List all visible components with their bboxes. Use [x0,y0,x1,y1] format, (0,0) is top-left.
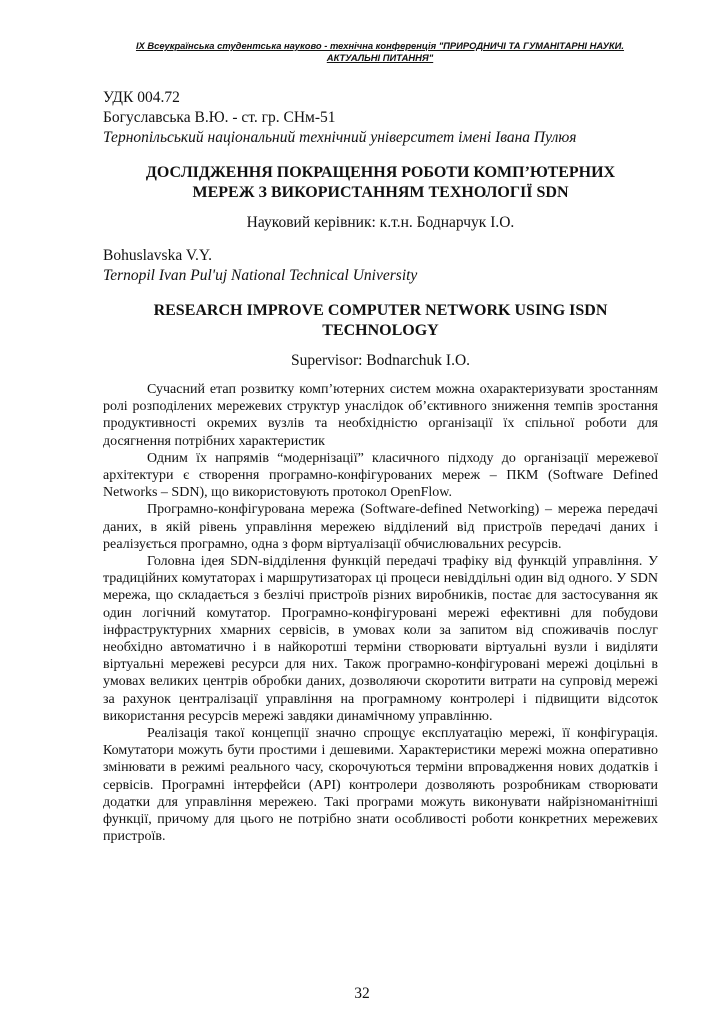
en-title-line1: RESEARCH IMPROVE COMPUTER NETWORK USING ISDN [153,302,608,319]
en-supervisor: Supervisor: Bodnarchuk I.O. [290,352,471,369]
en-affiliation: Ternopil Ivan Pul'uj National Technical University [103,267,418,284]
paragraph: Програмно-конфігурована мережа (Software-defined Networking) – мережа передачі даних, в якій рівень управління мережею відділений від пристроїв передачі даних і реалізується програмно, одна з форм віртуалізації обчислювальних ресурсів. [103,502,658,552]
paragraph: Сучасний етап розвитку комп’ютерних систем можна охарактеризувати зростанням ролі розподілених мережевих структур унаслідок об’єктивного зниження темпів зростання продуктивності окремих вузлів та необхідністю організації їх спільної роботи для досягнення потрібних характеристик [103,382,658,449]
en-author: Bohuslavska V.Y. [103,247,212,264]
en-title-line2: TECHNOLOGY [322,322,439,339]
ua-metadata [103,88,658,148]
paragraph: Головна ідея SDN-відділення функцій передачі трафіку від функцій управління. У традиційних комутаторах і маршрутизаторах ці процеси невіддільні один від одного. У SDN мережа, що складається з безлічі пристроїв різних виробників, постає для застосування як один логічний комутатор. Програмно-конфігуровані мережі ефективні для побудови інфраструктурних хмарних сервісів, в умовах коли за запитом від споживачів послуг необхідно автоматично і в найкоротші терміни створювати віртуальні вузли і виділяти віртуальні мережеві ресурси для них. Також програмно-конфігуровані мережі доцільні в умовах великих центрів обробки даних, дозволяючи скоротити витрати на супровід мережі за рахунок централізації управління на програмному контролері і підвищити відсоток використання ресурсів мережі завдяки динамічному управлінню. [103,554,658,724]
ua-supervisor: Науковий керівник: к.т.н. Боднарчук І.О. [246,214,515,231]
ua-title-line1: ДОСЛІДЖЕННЯ ПОКРАЩЕННЯ РОБОТИ КОМП’ЮТЕРНИХ [145,164,616,181]
conference-header-line1: IX Всеукраїнська студентська науково - технічна конференція "ПРИРОДНИЧІ ТА ГУМАНІТАРНІ НАУКИ. [135,40,625,51]
body-text [103,381,658,845]
ua-title [103,163,658,203]
udk-code: УДК 004.72 [103,89,180,106]
conference-header-line2: АКТУАЛЬНІ ПИТАННЯ" [326,52,434,63]
page-number: 32 [354,985,370,1002]
paragraph: Реалізація такої концепції значно спрощує експлуатацію мережі, її конфігурація. Комутатори можуть бути простими і дешевими. Характеристики мережі можна оперативно змінювати в режимі реального часу, скорочуються терміни впровадження нових додатків і сервісів. Програмні інтерфейси (API) контролери дозволяють розробникам створювати додатки для управління мережею. Такі програми можуть виконувати найрізноманітніші функції, причому для цього не потрібно знати особливості роботи конкретних мережевих пристроїв. [103,726,658,845]
ua-author: Богуславська В.Ю. - ст. гр. СНм-51 [103,109,336,126]
en-title [103,301,658,341]
paragraph: Одним їх напрямів “модернізації” класичного підходу до організації мережевої архітектури є створення програмно-конфігурованих мереж – ПКМ (Software Defined Networks – SDN), що використовують протокол OpenFlow. [103,450,658,501]
en-metadata [103,246,658,286]
ua-affiliation: Тернопільський національний технічний університет імені Івана Пулюя [103,129,577,146]
ua-title-line2: МЕРЕЖ З ВИКОРИСТАННЯМ ТЕХНОЛОГІЇ SDN [192,184,569,201]
conference-header [100,40,660,64]
